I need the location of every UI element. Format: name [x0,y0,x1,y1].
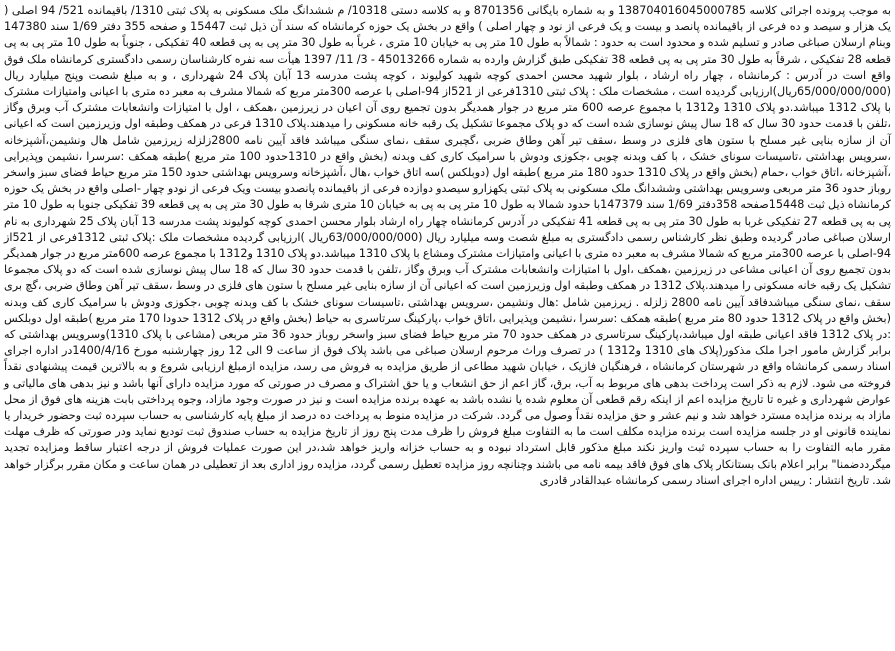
auction-notice-text: به موجب پرونده اجرائی کلاسه 138704016045000785 و به شماره بایگانی 8701356 و به کلاسه دستی 10318/ م ششدانگ ملک مسکونی به پلاک ثبتی 1310/ باقیمانده 521/ 94 اصلی ( یک هزار و سیصد و ده فرعی از باقیمانده پانصد و بیست و یک فرعی از نود و چهار اصلی ) واقع در بخش یک حوزه کرمانشاه که سند آن ذیل ثبت 15447 و صفحه 355 دفتر 1/69 سند 147380 وبنام ارسلان صباغی صادر و تسلیم شده و محدود است به حدود : شمالاً به طول 10 متر پی به خیابان 10 متری ، غرباً به طول 30 متر پی به پی قطعه 40 تفکیکی ، جنوباً به طول 10 متر پی به پی قطعه 28 تفکیکی ، شرقاً به طول 30 متر پی به پی قطعه 38 تفکیکی طبق گزارش وارده به شماره 45013266 - 3/ 11/ 1397 هیأت سه نفره کارشناسان رسمی دادگستری کرمانشاه ملک فوق واقع است در آدرس : کرمانشاه ، چهار راه ارشاد ، بلوار شهید محسن احمدی کوچه شهید کولیوند ، کوچه پشت مدرسه 13 آبان پلاک 24 شهرداری ، و به مبلغ شصت وپنج میلیارد ریال (65/000/000/000ریال)ارزیابی گردیده است ، مشخصات ملک : پلاک ثبتی 1310فرعی از 521از 94-اصلی با عرصه 300متر مربع که شمالا مشرف به معبر ده متری با اعیانی وامتیازات مشترک با پلاک 1312 میباشد.دو پلاک 1310 و1312 با مجموع عرصه 600 متر مربع در جوار همدیگر بدون تجمیع روی آن اعیان در زیرزمین ،همکف ، اول با امتیازات وانشعابات مشترک آب وبرق وگاز ،تلفن با قدمت حدود 30 سال که 18 سال پیش نوسازی شده است که دو پلاک مجموعا تشکیل یک رقبه خانه مسکونی را میدهند.پلاک 1310 فرعی در همکف وطبقه اول وزیرزمین است که اعیانی آن از سازه بنایی غیر مسلح با ستون های فلزی در وسط ،سقف تیر آهن وطاق ضربی ،گچبری سقف ،نمای سنگی میباشد فاقد آیین نامه 2800زلزله زیرزمین شامل هال ونشیمن،آشپزخانه ،سرویس بهداشتی ،تاسیسات سونای خشک ، با کف وبدنه چوبی ،جکوزی ودوش با سرامیک کاری کف وبدنه (بخش واقع در 1310حدود 100 متر مربع )طبقه همکف :سرسرا ،نشیمن وپذیرایی ،آشپزخانه ،اتاق خواب ،حمام (بخش واقع در پلاک 1310 حدود 180 متر مربع )طبقه اول (دوبلکس )سه اتاق خواب ،هال ،آشپزخانه وسرویس بهداشتی حدود 150 متر مربع حیاط فضای سبز واسخر روباز حدود 36 متر مربعی وسرویس بهداشتی وششدانگ ملک مسکونی به پلاک ثبتی یکهزارو سیصدو دوازده فرعی از باقیمانده پانصدو بیست ویک فرعی از نودو چهار -اصلی واقع در بخش یک حوزه کرمانشاه ذیل ثبت 15448صفحه 358دفتر 1/69 سند 147379با حدود شمالا به طول 10 متر پی به پی به خیابان 10 متری شرقا به طول 30 متر پی به پی قطعه 39 تفکیکی جنوبا به طول 10 متر پی به پی قطعه 27 تفکیکی غربا به طول 30 متر پی به پی قطعه 41 تفکیکی در آدرس کرمانشاه چهار راه ارشاد بلوار محسن احمدی کوچه کولیوند پشت مدرسه 13 آبان پلاک 25 شهرداری به نام ارسلان صباغی صادر گردیده وطبق نظر کارشناس رسمی دادگستری به مبلغ شصت وسه میلیارد ریال (63/000/000/000ریال )ارزیابی گردیده مشخصات ملک :پلاک ثبتی 1312فرعی از 521از 94-اصلی با عرصه 300متر مربع که شمالا مشرف به معبر ده متری با اعیانی وامتیازات مشترک ومشاع با پلاک 1310 میباشد.دو پلاک 1310 و1312 با مجموع عرصه 600متر مربع در جوار همدیگر بدون تجمیع روی آن اعیانی مشاعی در زیرزمین ،همکف ،اول با امتیازات وانشعابات مشترک آب وبرق وگاز ،تلفن با قدمت حدود 30 سال که 18 سال پیش نوسازی شده است که دو پلاک مجموعا تشکیل یک رقبه خانه مسکونی را میدهند.پلاک 1312 در همکف وطبقه اول وزیرزمین است که اعیانی آن از سازه بنایی غیر مسلح با ستون های فلزی در وسط ،سقف تیر آهن وطاق ضربی ،گچ بری سقف ،نمای سنگی میباشدفاقد آیین نامه 2800 زلزله . زیرزمین شامل :هال ونشیمن ،سرویس بهداشتی ،تاسیسات سونای خشک با کف وبدنه چوبی ،جکوزی ودوش با سرامیک کاری کف وبدنه (بخش واقع در پلاک 1312 حدود 80 متر مربع )طبقه همکف :سرسرا ،نشیمن وپذیرایی ،اتاق خواب ،پارکینگ سرتاسری به حیاط (بخش واقع در پلاک 1312 حدودا 170 متر مربع )طبقه اول دوبلکس :در پلاک 1312 فاقد اعیانی طبقه اول میباشد،پارکینگ سرتاسری در همکف حدود 70 متر مربع حیاط فضای سبز واسخر روباز حدود 36 متر مربعی (مشاعی با پلاک 1310)وسرویس بهداشتی که برابر گزارش مامور اجرا ملک مذکور(پلاک های 1310 و1312 ) در تصرف وراث مرحوم ارسلان صباغی می باشد پلاک فوق از ساعت 9 الی 12 روز چهارشنبه مورخ 1400/4/16در اداره اجرای اسناد رسمی کرمانشاه واقع در شهرستان کرمانشاه ، فرهنگیان فازیک ، خیابان شهید مطاعی از طریق مزایده به فروش می رسد، مزایده ازمبلغ ارزیابی شروع و به بالاترین قیمت پیشنهادی نقداً فروخته می شود. لازم به ذکر است پرداخت بدهی های مربوط به آب، برق، گاز اعم از حق انشعاب و یا حق اشتراک و مصرف در صورتی که مورد مزایده دارای آنها باشد و نیز بدهی های مالیاتی و عوارض شهرداری و غیره تا تاریخ مزایده اعم از اینکه رقم قطعی آن معلوم شده یا نشده باشد به عهده برنده مزایده است و نیز در صورت وجود مازاد، وجوه پرداختی بابت هزینه های فوق از محل مازاد به برنده مزایده مسترد خواهد شد و نیم عشر و حق مزایده نقداً وصول می گردد. شرکت در مزایده منوط به پرداخت ده درصد از مبلغ پایه کارشناسی به حساب سپرده ثبت وحضور خریدار یا نماینده قانونی او در جلسه مزایده است برنده مزایده مکلف است ما به التفاوت مبلغ فروش را ظرف مدت پنج روز از تاریخ مزایده به حساب صندوق ثبت تودیع نماید ودر صورتی که ظرف مهلت مقرر مابه التفاوت را به حساب سپرده ثبت واریز نکند مبلغ مذکور قابل استرداد نبوده و به حساب خزانه واریز خواهد شد،در این صورت عملیات فروش از درجه اعتبار ساقط ومزایده تجدید میگرددضمنا" برابر اعلام بانک بستانکار پلاک های فوق فاقد بیمه نامه می باشند وچنانچه روز مزایده تعطیل رسمی گردد، مزایده روز اداری بعد از تعطیلی در همان ساعت و مکان مقرر برگزار خواهد شد. تاریخ انتشار : رییس اداره اجرای اسناد رسمی کرمانشاه عبدالقادر قادری [4,4,892,487]
